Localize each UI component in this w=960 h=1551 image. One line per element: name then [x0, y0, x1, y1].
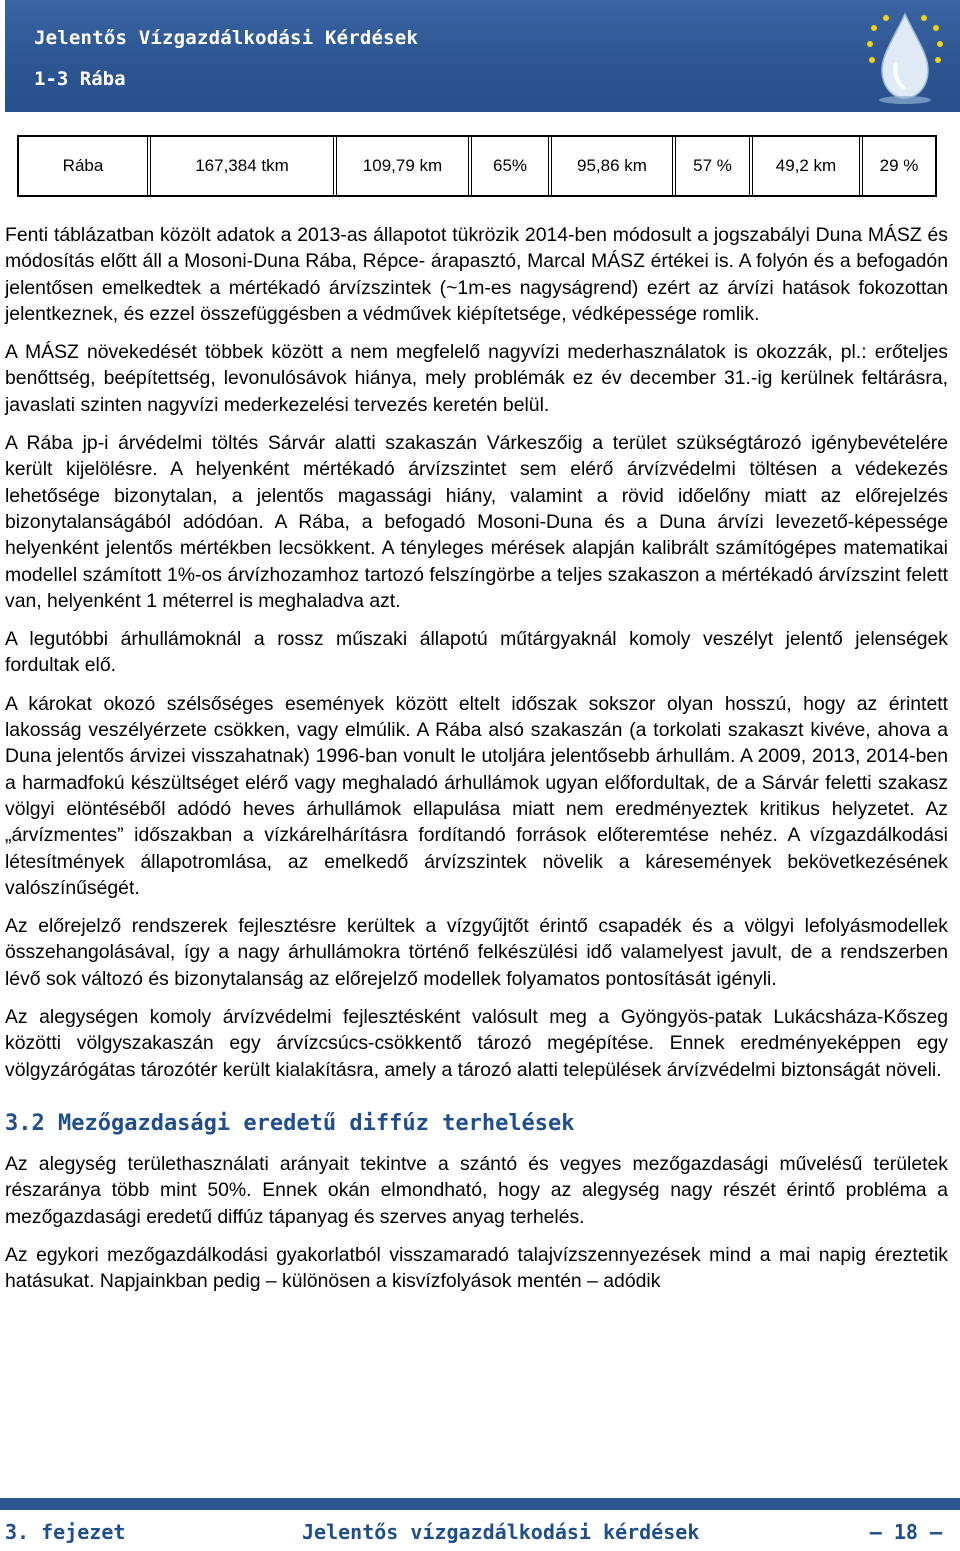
paragraph: Az alegység területhasználati arányait tekintve a szántó és vegyes mezőgazdasági művelésű területek részaránya több mint 50%. Ennek okán elmondható, hogy az alegység nagy részét érintő probléma a mezőgazdasági eredetű diffúz tápanyag és szerves anyag terhelés.: [5, 1152, 948, 1228]
water-drop-eu-logo-icon: [864, 6, 946, 106]
document-body: [5, 222, 948, 1306]
page-header: [5, 0, 960, 112]
paragraph: A károkat okozó szélsőséges események között eltelt időszak sokszor olyan hosszú, hogy az érintett lakosság veszélyérzete csökken, vagy elmúlik. A Rába alsó szakaszán (a torkolati szakaszt kivéve, ahova a Duna jelentős árvizei visszahatnak) 1996-ban vonult le utoljára jelentősebb árhullám. A 2009, 2013, 2014-ben a harmadfokú készültséget elérő vagy meghaladó árhullámok ugyan előfordultak, de a Sárvár feletti szakasz völgyi elöntéséből adódó heves árhullámok ellapulása miatt nem eredményeztek kritikus helyzetet. Az „árvízmentes” időszakban a vízkárelhárításra fordítandó források előteremtése nehéz. A vízgazdálkodási létesítmények állapotromlása, az emelkedő árvízszintek növelik a káresemények bekövetkezésének valószínűségét.: [5, 692, 948, 899]
footer-page-number: — 18 —: [869, 1520, 942, 1544]
header-subtitle: 1-3 Rába: [34, 68, 126, 90]
paragraph: Az előrejelző rendszerek fejlesztésre kerültek a vízgyűjtőt érintő csapadék és a völgyi lefolyásmodellek összehangolásával, így a nagy árhullámokra történő felkészülési idő valamelyest javult, de a rendszerben lévő sok változó és bizonytalanság az előrejelző modellek folyamatos pontosítását igényli.: [5, 915, 948, 990]
table-cell: 57 %: [676, 137, 753, 195]
footer-title: Jelentős vízgazdálkodási kérdések: [302, 1520, 700, 1544]
table-cell: 109,79 km: [337, 137, 472, 195]
page-footer: [0, 1498, 960, 1551]
table-cell: 167,384 tkm: [151, 137, 337, 195]
paragraph: A legutóbbi árhullámoknál a rossz műszaki állapotú műtárgyaknál komoly veszélyt jelentő jelenségek fordultak elő.: [5, 628, 948, 677]
paragraph: A MÁSZ növekedését többek között a nem megfelelő nagyvízi mederhasználatok is okozzák, pl.: erőteljes benőttség, beépítettség, levonulósávok hiánya, mely problémák ez év december 31.-ig kerülnek feltárásra, javaslati szinten nagyvízi mederkezelési tervezés keretén belül.: [5, 341, 948, 416]
footer-rule: [0, 1498, 960, 1510]
paragraph: A Rába jp-i árvédelmi töltés Sárvár alatti szakaszán Várkeszőig a terület szükségtározó igénybevételére került kijelölésre. A helyenként mértékadó árvízszintet sem elérő árvízvédelmi töltésen a védekezés lehetősége bizonytalan, a jelentős magassági hiány, valamint a rövid időelőny miatt az előrejelzés bizonytalanságából adódóan. A Rába, a befogadó Mosoni-Duna és a Duna árvízi levezető-képessége helyenként jelentős mértékben lecsökkent. A tényleges mérések alapján kalibrált számítógépes matematikai modellel számított 1%-os árvízhozamhoz tartozó felszíngörbe a teljes szakaszon a mértékadó árvízszint felett van, helyenként 1 méterrel is meghaladva azt.: [5, 432, 948, 612]
paragraph: Az alegységen komoly árvízvédelmi fejlesztésként valósult meg a Gyöngyös-patak Lukácsháza-Kőszeg közötti völgyszakaszán egy árvízcsúcs-csökkentő tározó megépítése. Ennek eredményeképpen egy völgyzárógátas tározótér került kialakításra, amely a tározó alatti települések árvízvédelmi biztonságát növeli.: [5, 1006, 948, 1081]
table-cell: 49,2 km: [753, 137, 863, 195]
river-data-table: [17, 135, 937, 197]
table-cell: 65%: [472, 137, 552, 195]
section-heading: 3.2 Mezőgazdasági eredetű diffúz terhelések: [5, 1110, 575, 1136]
header-title: Jelentős Vízgazdálkodási Kérdések: [34, 27, 419, 49]
footer-chapter: 3. fejezet: [5, 1520, 126, 1544]
table-row: [19, 137, 935, 195]
table-cell: 29 %: [879, 156, 919, 175]
paragraph: Az egykori mezőgazdálkodási gyakorlatból visszamaradó talajvízszennyezések mind a mai napig éreztetik hatásukat. Napjainkban pedig – különösen a kisvízfolyások mentén – adódik: [5, 1243, 948, 1293]
table-cell: Rába: [19, 137, 151, 195]
paragraph: Fenti táblázatban közölt adatok a 2013-as állapotot tükrözik 2014-ben módosult a jogszabályi Duna MÁSZ és módosítás előtt áll a Mosoni-Duna Rába, Répce- árapasztó, Marcal MÁSZ értékei is. A folyón és a befogadón jelentősen emelkedtek a mértékadó árvízszintek (~1m-es nagyságrend) ezért az árvízi hatások fokozottan jelentkeznek, és ezzel összefüggésben a védművek kiépítetsége, védképessége romlik.: [5, 224, 948, 325]
table-cell: 95,86 km: [552, 137, 676, 195]
